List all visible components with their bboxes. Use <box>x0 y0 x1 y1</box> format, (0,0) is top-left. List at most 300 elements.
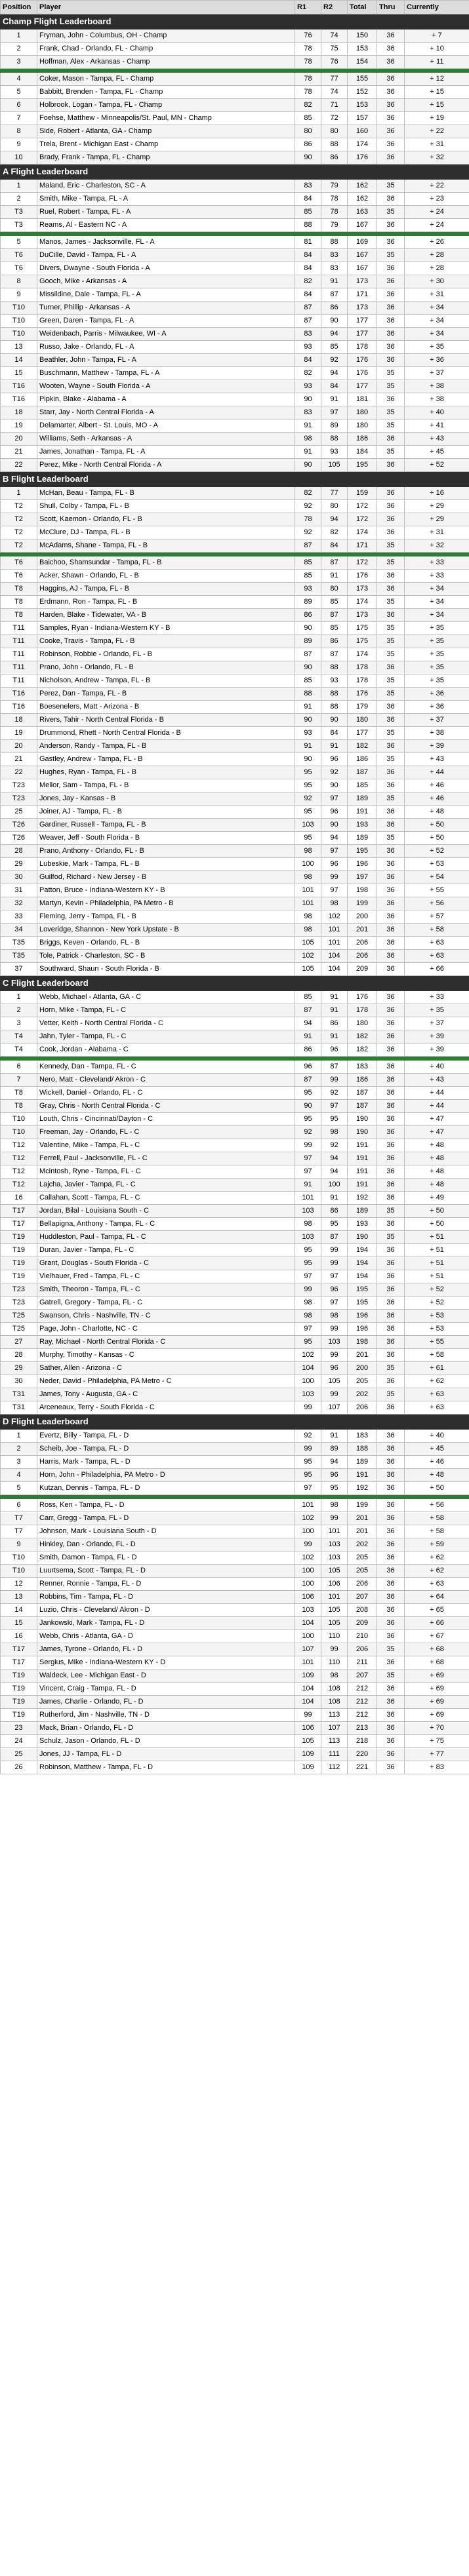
thru-cell: 35 <box>377 753 405 766</box>
total-cell: 212 <box>348 1696 377 1709</box>
table-row[interactable] <box>1 1061 469 1074</box>
r2-cell: 86 <box>321 151 348 165</box>
table-row[interactable] <box>1 648 469 661</box>
col-player[interactable]: Player <box>37 1 295 14</box>
r1-cell: 97 <box>295 1482 321 1495</box>
table-row[interactable] <box>1 236 469 249</box>
currently-cell: + 58 <box>405 1349 469 1362</box>
currently-cell: + 56 <box>405 897 469 910</box>
r2-cell: 91 <box>321 1192 348 1205</box>
table-row[interactable] <box>1 513 469 526</box>
r1-cell: 95 <box>295 1469 321 1482</box>
r1-cell: 98 <box>295 433 321 446</box>
table-row[interactable] <box>1 56 469 69</box>
thru-cell: 35 <box>377 406 405 420</box>
position-cell: 8 <box>1 275 37 288</box>
thru-cell: 36 <box>377 1591 405 1604</box>
table-row[interactable] <box>1 1709 469 1722</box>
player-cell: Huddleston, Paul - Tampa, FL - C <box>37 1231 295 1244</box>
table-row[interactable] <box>1 845 469 858</box>
table-row[interactable] <box>1 328 469 341</box>
table-row[interactable] <box>1 393 469 406</box>
table-row[interactable] <box>1 1761 469 1774</box>
player-cell: Mcintosh, Ryne - Tampa, FL - C <box>37 1165 295 1179</box>
r2-cell: 78 <box>321 193 348 206</box>
r2-cell: 99 <box>321 1244 348 1257</box>
table-row[interactable] <box>1 701 469 714</box>
table-row[interactable] <box>1 1617 469 1630</box>
currently-cell: + 33 <box>405 556 469 570</box>
table-row[interactable] <box>1 688 469 701</box>
table-row[interactable] <box>1 354 469 367</box>
currently-cell: + 47 <box>405 1113 469 1126</box>
table-row[interactable] <box>1 446 469 459</box>
r1-cell: 95 <box>295 1087 321 1100</box>
total-cell: 212 <box>348 1709 377 1722</box>
table-row[interactable] <box>1 871 469 884</box>
table-row[interactable] <box>1 1565 469 1578</box>
table-row[interactable] <box>1 1004 469 1017</box>
table-row[interactable] <box>1 1630 469 1643</box>
total-cell: 192 <box>348 1482 377 1495</box>
currently-cell: + 44 <box>405 1100 469 1113</box>
table-row[interactable] <box>1 43 469 56</box>
table-row[interactable] <box>1 1270 469 1283</box>
thru-cell: 36 <box>377 526 405 539</box>
thru-cell: 36 <box>377 1375 405 1388</box>
table-row[interactable] <box>1 1074 469 1087</box>
player-cell: Neder, David - Philadelphia, PA Metro - C <box>37 1375 295 1388</box>
table-row[interactable] <box>1 910 469 924</box>
position-cell: 21 <box>1 446 37 459</box>
r2-cell: 105 <box>321 1565 348 1578</box>
table-row[interactable] <box>1 1656 469 1669</box>
table-row[interactable] <box>1 500 469 513</box>
position-cell: 37 <box>1 963 37 976</box>
player-cell: Guilfod, Richard - New Jersey - B <box>37 871 295 884</box>
player-cell: Webb, Chris - Atlanta, GA - D <box>37 1630 295 1643</box>
r2-cell: 92 <box>321 1139 348 1152</box>
table-row[interactable] <box>1 622 469 635</box>
table-row[interactable] <box>1 193 469 206</box>
currently-cell: + 34 <box>405 583 469 596</box>
col-currently[interactable]: Currently <box>405 1 469 14</box>
player-cell: Turner, Phillip - Arkansas - A <box>37 302 295 315</box>
table-row[interactable] <box>1 1401 469 1415</box>
table-row[interactable] <box>1 1126 469 1139</box>
position-cell: T10 <box>1 1565 37 1578</box>
currently-cell: + 62 <box>405 1375 469 1388</box>
r2-cell: 97 <box>321 884 348 897</box>
table-row[interactable] <box>1 1683 469 1696</box>
r1-cell: 89 <box>295 596 321 609</box>
thru-cell: 36 <box>377 1709 405 1722</box>
table-row[interactable] <box>1 125 469 138</box>
table-row[interactable] <box>1 112 469 125</box>
col-r2[interactable]: R2 <box>321 1 348 14</box>
total-cell: 171 <box>348 288 377 302</box>
table-row[interactable] <box>1 315 469 328</box>
table-row[interactable] <box>1 1525 469 1538</box>
thru-cell: 36 <box>377 766 405 779</box>
table-row[interactable] <box>1 1100 469 1113</box>
table-row[interactable] <box>1 963 469 976</box>
table-row[interactable] <box>1 556 469 570</box>
table-row[interactable] <box>1 1017 469 1030</box>
table-row[interactable] <box>1 740 469 753</box>
table-row[interactable] <box>1 897 469 910</box>
currently-cell: + 43 <box>405 433 469 446</box>
player-cell: Williams, Seth - Arkansas - A <box>37 433 295 446</box>
table-row[interactable] <box>1 609 469 622</box>
r1-cell: 99 <box>295 1538 321 1551</box>
position-cell: 26 <box>1 1761 37 1774</box>
table-row[interactable] <box>1 1696 469 1709</box>
total-cell: 178 <box>348 1004 377 1017</box>
r1-cell: 84 <box>295 262 321 275</box>
table-row[interactable] <box>1 138 469 151</box>
currently-cell: + 36 <box>405 354 469 367</box>
table-row[interactable] <box>1 950 469 963</box>
table-row[interactable] <box>1 249 469 262</box>
thru-cell: 35 <box>377 249 405 262</box>
player-cell: Reams, Al - Eastern NC - A <box>37 219 295 232</box>
table-row[interactable] <box>1 1375 469 1388</box>
table-row[interactable] <box>1 792 469 806</box>
r2-cell: 95 <box>321 1113 348 1126</box>
r2-cell: 85 <box>321 341 348 354</box>
table-row[interactable] <box>1 459 469 472</box>
player-cell: DuCille, David - Tampa, FL - A <box>37 249 295 262</box>
thru-cell: 35 <box>377 539 405 553</box>
currently-cell: + 51 <box>405 1231 469 1244</box>
table-row[interactable] <box>1 219 469 232</box>
r1-cell: 90 <box>295 622 321 635</box>
thru-cell: 36 <box>377 1113 405 1126</box>
total-cell: 162 <box>348 193 377 206</box>
table-row[interactable] <box>1 583 469 596</box>
table-row[interactable] <box>1 539 469 553</box>
r2-cell: 91 <box>321 393 348 406</box>
player-cell: Rivers, Tahir - North Central Florida - B <box>37 714 295 727</box>
table-row[interactable] <box>1 1578 469 1591</box>
thru-cell: 36 <box>377 341 405 354</box>
r2-cell: 96 <box>321 1469 348 1482</box>
currently-cell: + 37 <box>405 367 469 380</box>
table-row[interactable] <box>1 1152 469 1165</box>
total-cell: 167 <box>348 249 377 262</box>
player-cell: Mellor, Sam - Tampa, FL - B <box>37 779 295 792</box>
currently-cell: + 48 <box>405 1152 469 1165</box>
player-cell: Buschmann, Matthew - Tampa, FL - A <box>37 367 295 380</box>
position-cell: T19 <box>1 1270 37 1283</box>
r2-cell: 72 <box>321 112 348 125</box>
table-row[interactable] <box>1 570 469 583</box>
table-row[interactable] <box>1 1643 469 1656</box>
table-row[interactable] <box>1 526 469 539</box>
table-row[interactable] <box>1 1030 469 1044</box>
table-row[interactable] <box>1 1443 469 1456</box>
table-row[interactable] <box>1 288 469 302</box>
position-cell: T16 <box>1 393 37 406</box>
currently-cell: + 39 <box>405 1030 469 1044</box>
position-cell: 4 <box>1 73 37 86</box>
col-position[interactable]: Position <box>1 1 37 14</box>
table-row[interactable] <box>1 858 469 871</box>
table-row[interactable] <box>1 819 469 832</box>
table-row[interactable] <box>1 1499 469 1512</box>
r2-cell: 105 <box>321 1604 348 1617</box>
thru-cell: 36 <box>377 740 405 753</box>
table-row[interactable] <box>1 275 469 288</box>
r2-cell: 82 <box>321 526 348 539</box>
table-row[interactable] <box>1 1113 469 1126</box>
table-row[interactable] <box>1 1456 469 1469</box>
table-row[interactable] <box>1 151 469 165</box>
table-row[interactable] <box>1 766 469 779</box>
table-row[interactable] <box>1 1044 469 1057</box>
table-row[interactable] <box>1 1362 469 1375</box>
table-row[interactable] <box>1 86 469 99</box>
table-row[interactable] <box>1 1218 469 1231</box>
position-cell: T8 <box>1 596 37 609</box>
table-row[interactable] <box>1 487 469 500</box>
r1-cell: 88 <box>295 219 321 232</box>
currently-cell: + 38 <box>405 393 469 406</box>
table-row[interactable] <box>1 674 469 688</box>
r2-cell: 71 <box>321 99 348 112</box>
table-row[interactable] <box>1 1257 469 1270</box>
r1-cell: 100 <box>295 1525 321 1538</box>
total-cell: 152 <box>348 86 377 99</box>
player-cell: McClure, DJ - Tampa, FL - B <box>37 526 295 539</box>
player-cell: McHan, Beau - Tampa, FL - B <box>37 487 295 500</box>
total-cell: 169 <box>348 236 377 249</box>
table-row[interactable] <box>1 1323 469 1336</box>
r1-cell: 90 <box>295 661 321 674</box>
currently-cell: + 29 <box>405 500 469 513</box>
table-row[interactable] <box>1 1469 469 1482</box>
table-row[interactable] <box>1 99 469 112</box>
thru-cell: 36 <box>377 29 405 43</box>
table-row[interactable] <box>1 832 469 845</box>
table-row[interactable] <box>1 180 469 193</box>
table-row[interactable] <box>1 1192 469 1205</box>
table-row[interactable] <box>1 1591 469 1604</box>
position-cell: T17 <box>1 1218 37 1231</box>
thru-cell: 36 <box>377 459 405 472</box>
table-row[interactable] <box>1 806 469 819</box>
player-cell: Webb, Michael - Atlanta, GA - C <box>37 991 295 1004</box>
position-cell: 5 <box>1 1482 37 1495</box>
thru-cell: 36 <box>377 1630 405 1643</box>
table-row[interactable] <box>1 433 469 446</box>
player-cell: Sergius, Mike - Indiana-Western KY - D <box>37 1656 295 1669</box>
position-cell: T4 <box>1 1044 37 1057</box>
table-row[interactable] <box>1 884 469 897</box>
r2-cell: 80 <box>321 500 348 513</box>
thru-cell: 35 <box>377 622 405 635</box>
table-row[interactable] <box>1 1231 469 1244</box>
table-row[interactable] <box>1 661 469 674</box>
position-cell: T17 <box>1 1205 37 1218</box>
col-thru[interactable]: Thru <box>377 1 405 14</box>
currently-cell: + 58 <box>405 1525 469 1538</box>
r1-cell: 101 <box>295 884 321 897</box>
r1-cell: 109 <box>295 1748 321 1761</box>
r1-cell: 95 <box>295 806 321 819</box>
table-row[interactable] <box>1 1388 469 1401</box>
table-row[interactable] <box>1 753 469 766</box>
table-row[interactable] <box>1 367 469 380</box>
table-row[interactable] <box>1 341 469 354</box>
r1-cell: 82 <box>295 487 321 500</box>
position-cell: 5 <box>1 86 37 99</box>
col-total[interactable]: Total <box>348 1 377 14</box>
table-row[interactable] <box>1 1604 469 1617</box>
position-cell: 29 <box>1 1362 37 1375</box>
r1-cell: 94 <box>295 1017 321 1030</box>
r1-cell: 101 <box>295 1499 321 1512</box>
table-row[interactable] <box>1 1538 469 1551</box>
total-cell: 197 <box>348 871 377 884</box>
table-row[interactable] <box>1 1283 469 1297</box>
r2-cell: 75 <box>321 43 348 56</box>
table-row[interactable] <box>1 1297 469 1310</box>
total-cell: 201 <box>348 1512 377 1525</box>
r1-cell: 95 <box>295 1336 321 1349</box>
total-cell: 195 <box>348 1283 377 1297</box>
total-cell: 196 <box>348 858 377 871</box>
player-cell: Jones, Jay - Kansas - B <box>37 792 295 806</box>
table-row[interactable] <box>1 1735 469 1748</box>
table-row[interactable] <box>1 302 469 315</box>
table-row[interactable] <box>1 1669 469 1683</box>
thru-cell: 35 <box>377 1669 405 1683</box>
r2-cell: 87 <box>321 648 348 661</box>
table-row[interactable] <box>1 779 469 792</box>
table-row[interactable] <box>1 1310 469 1323</box>
table-row[interactable] <box>1 1430 469 1443</box>
table-row[interactable] <box>1 1551 469 1565</box>
r2-cell: 83 <box>321 262 348 275</box>
thru-cell: 35 <box>377 420 405 433</box>
player-cell: Freeman, Jay - Orlando, FL - C <box>37 1126 295 1139</box>
currently-cell: + 77 <box>405 1748 469 1761</box>
position-cell: T17 <box>1 1643 37 1656</box>
r2-cell: 92 <box>321 1087 348 1100</box>
total-cell: 178 <box>348 661 377 674</box>
table-row[interactable] <box>1 406 469 420</box>
currently-cell: + 52 <box>405 845 469 858</box>
thru-cell: 36 <box>377 661 405 674</box>
position-cell: 1 <box>1 991 37 1004</box>
total-cell: 173 <box>348 302 377 315</box>
table-row[interactable] <box>1 727 469 740</box>
table-row[interactable] <box>1 1722 469 1735</box>
table-row[interactable] <box>1 635 469 648</box>
table-row[interactable] <box>1 1179 469 1192</box>
thru-cell: 36 <box>377 1401 405 1415</box>
table-row[interactable] <box>1 937 469 950</box>
r2-cell: 77 <box>321 73 348 86</box>
r2-cell: 108 <box>321 1683 348 1696</box>
table-row[interactable] <box>1 1244 469 1257</box>
table-row[interactable] <box>1 1336 469 1349</box>
currently-cell: + 70 <box>405 1722 469 1735</box>
table-row[interactable] <box>1 1165 469 1179</box>
player-cell: Perez, Dan - Tampa, FL - B <box>37 688 295 701</box>
table-row[interactable] <box>1 380 469 393</box>
thru-cell: 36 <box>377 193 405 206</box>
total-cell: 195 <box>348 459 377 472</box>
table-row[interactable] <box>1 1748 469 1761</box>
r1-cell: 99 <box>295 1139 321 1152</box>
player-cell: Schulz, Jason - Orlando, FL - D <box>37 1735 295 1748</box>
table-row[interactable] <box>1 420 469 433</box>
total-cell: 198 <box>348 1336 377 1349</box>
table-row[interactable] <box>1 714 469 727</box>
table-row[interactable] <box>1 262 469 275</box>
r1-cell: 107 <box>295 1643 321 1656</box>
position-cell: 18 <box>1 714 37 727</box>
currently-cell: + 45 <box>405 1443 469 1456</box>
table-row[interactable] <box>1 1349 469 1362</box>
position-cell: 15 <box>1 1617 37 1630</box>
thru-cell: 36 <box>377 138 405 151</box>
r2-cell: 108 <box>321 1696 348 1709</box>
r1-cell: 97 <box>295 1323 321 1336</box>
col-r1[interactable]: R1 <box>295 1 321 14</box>
total-cell: 196 <box>348 1323 377 1336</box>
position-cell: T12 <box>1 1152 37 1165</box>
table-row[interactable] <box>1 1482 469 1495</box>
total-cell: 167 <box>348 262 377 275</box>
table-row[interactable] <box>1 991 469 1004</box>
thru-cell: 36 <box>377 1100 405 1113</box>
total-cell: 194 <box>348 1270 377 1283</box>
table-row[interactable] <box>1 73 469 86</box>
r2-cell: 113 <box>321 1709 348 1722</box>
player-cell: Divers, Dwayne - South Florida - A <box>37 262 295 275</box>
player-cell: Prano, John - Orlando, FL - B <box>37 661 295 674</box>
player-cell: Johnson, Mark - Louisiana South - D <box>37 1525 295 1538</box>
r1-cell: 105 <box>295 937 321 950</box>
total-cell: 191 <box>348 1165 377 1179</box>
thru-cell: 36 <box>377 845 405 858</box>
table-row[interactable] <box>1 924 469 937</box>
table-row[interactable] <box>1 206 469 219</box>
table-row[interactable] <box>1 1087 469 1100</box>
total-cell: 207 <box>348 1669 377 1683</box>
r1-cell: 84 <box>295 288 321 302</box>
player-cell: Carr, Gregg - Tampa, FL - D <box>37 1512 295 1525</box>
total-cell: 177 <box>348 315 377 328</box>
total-cell: 190 <box>348 1231 377 1244</box>
r1-cell: 98 <box>295 1218 321 1231</box>
player-cell: Harden, Blake - Tidewater, VA - B <box>37 609 295 622</box>
table-row[interactable] <box>1 596 469 609</box>
total-cell: 208 <box>348 1604 377 1617</box>
r1-cell: 102 <box>295 1349 321 1362</box>
table-row[interactable] <box>1 29 469 43</box>
r1-cell: 87 <box>295 302 321 315</box>
table-row[interactable] <box>1 1512 469 1525</box>
currently-cell: + 48 <box>405 806 469 819</box>
table-row[interactable] <box>1 1205 469 1218</box>
r2-cell: 110 <box>321 1656 348 1669</box>
table-row[interactable] <box>1 1139 469 1152</box>
